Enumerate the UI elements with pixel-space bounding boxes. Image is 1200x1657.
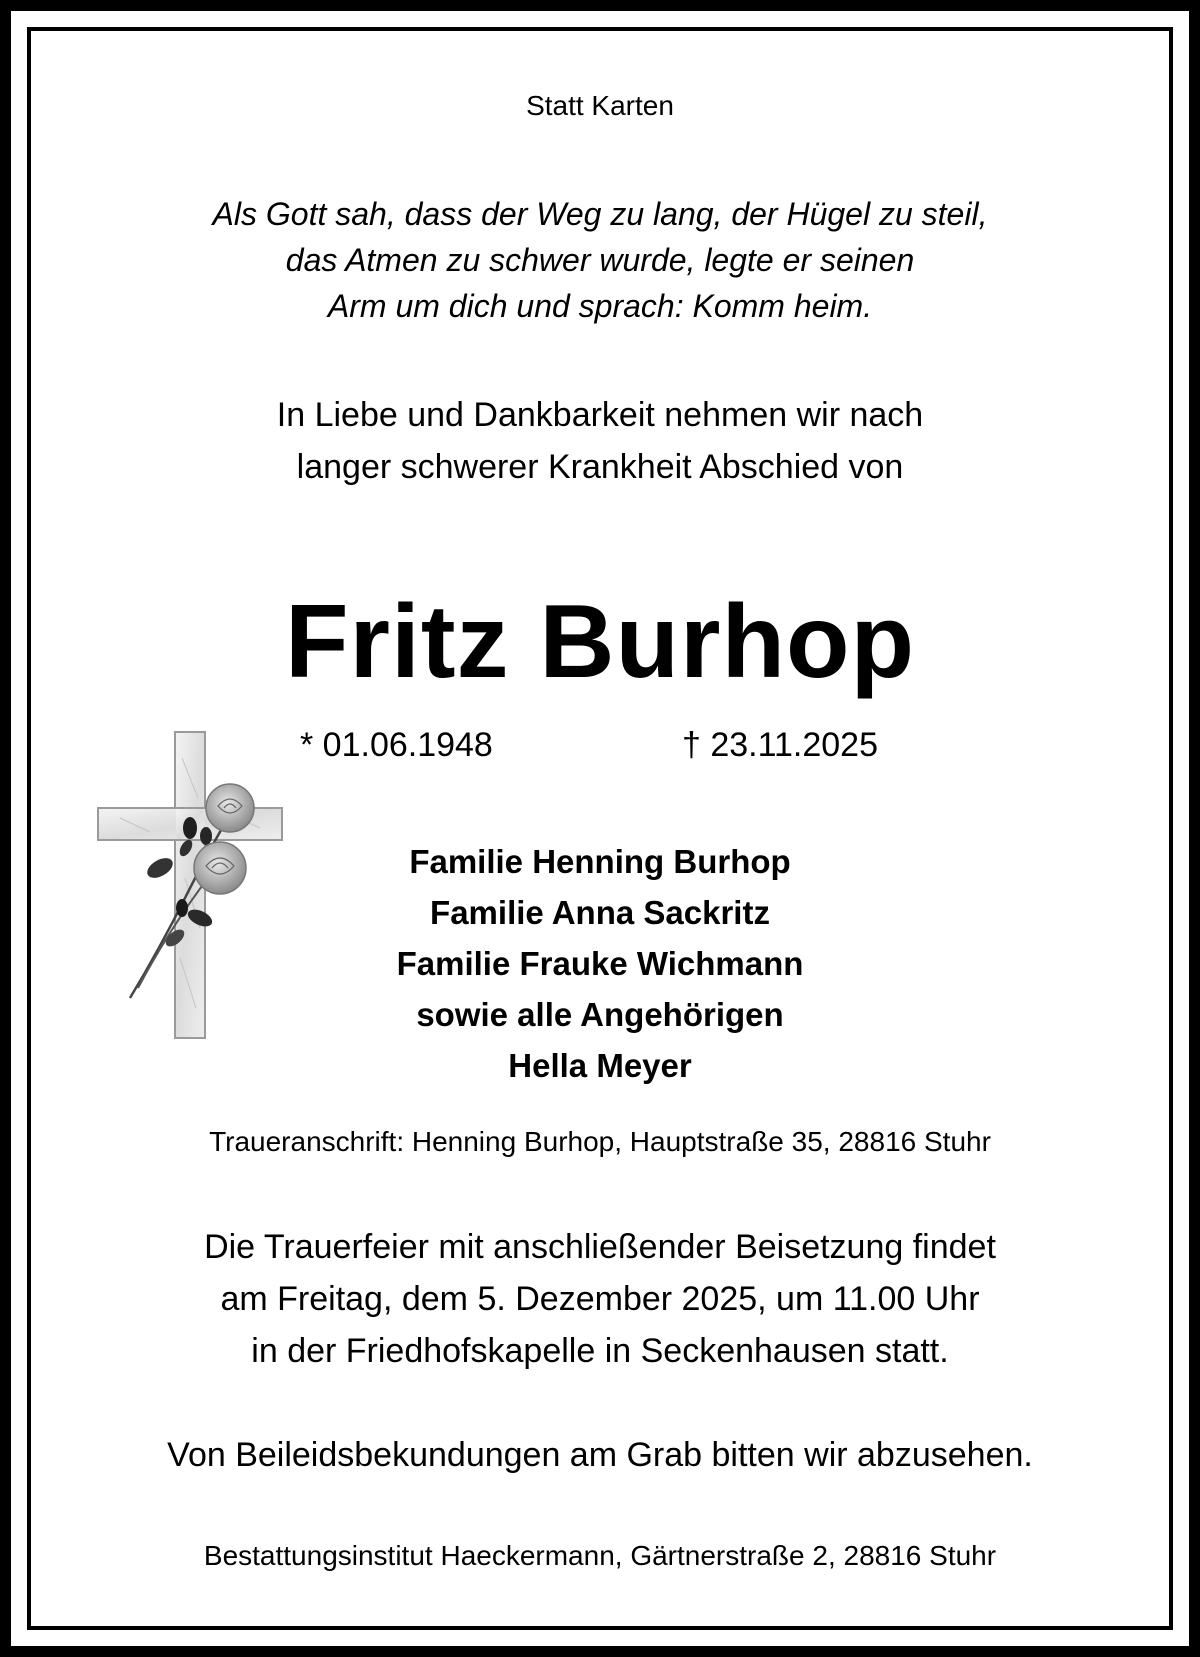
- deceased-name: Fritz Burhop: [284, 584, 916, 700]
- ceremony-line-3: in der Friedhofskapelle in Seckenhausen statt.: [251, 1332, 949, 1370]
- intro-line-1: In Liebe und Dankbarkeit nehmen wir nach: [276, 396, 924, 434]
- ceremony-line-1: Die Trauerfeier mit anschließender Beisetzung findet: [204, 1228, 996, 1266]
- ceremony-line-2: am Freitag, dem 5. Dezember 2025, um 11.00 Uhr: [220, 1280, 980, 1318]
- intro-line-2: langer schwerer Krankheit Abschied von: [296, 448, 904, 486]
- mourner-3: Familie Frauke Wichmann: [396, 945, 804, 982]
- mourner-4: sowie alle Angehörigen: [416, 996, 784, 1033]
- poem-line-2: das Atmen zu schwer wurde, legte er seinen: [285, 242, 915, 278]
- condolence-note: Von Beileidsbekundungen am Grab bitten wir abzusehen.: [167, 1436, 1033, 1474]
- mourner-2: Familie Anna Sackritz: [430, 894, 770, 931]
- mourning-address: Traueranschrift: Henning Burhop, Hauptstraße 35, 28816 Stuhr: [209, 1126, 991, 1157]
- birth-date: * 01.06.1948: [300, 726, 493, 764]
- mourner-5: Hella Meyer: [508, 1047, 692, 1084]
- mourner-1: Familie Henning Burhop: [409, 843, 791, 880]
- poem-line-1: Als Gott sah, dass der Weg zu lang, der Hügel zu steil,: [212, 196, 988, 232]
- undertaker-info: Bestattungsinstitut Haeckermann, Gärtnerstraße 2, 28816 Stuhr: [203, 1540, 997, 1571]
- statt-karten-heading: Statt Karten: [526, 90, 674, 121]
- death-date: † 23.11.2025: [682, 726, 878, 764]
- poem-line-3: Arm um dich und sprach: Komm heim.: [327, 288, 873, 324]
